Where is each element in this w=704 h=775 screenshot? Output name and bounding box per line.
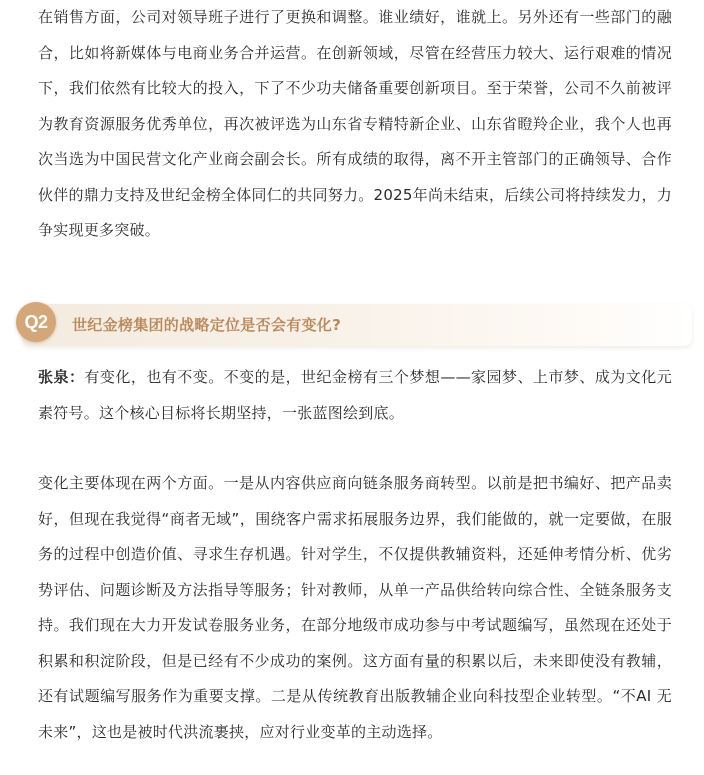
answer-text: 有变化，也有不变。不变的是，世纪金榜有三个梦想——家园梦、上市梦、成为文化元素符号。这个核心目标将长期坚持，一张蓝图绘到底。 (38, 368, 672, 422)
question-header (16, 300, 692, 350)
speaker-name: 张泉： (38, 368, 85, 386)
article-paragraph-sales: 在销售方面，公司对领导班子进行了更换和调整。谁业绩好，谁就上。另外还有一些部门的融合，比如将新媒体与电商业务合并运营。在创新领域，尽管在经营压力较大、运行艰难的情况下，我们依然有比较大的投入，下了不少功夫储备重要创新项目。至于荣誉，公司不久前被评为教育资源服务优秀单位，再次被评选为山东省专精特新企业、山东省瞪羚企业，我个人也再次当选为中国民营文化产业商会副会长。所有成绩的取得，离不开主管部门的正确领导、合作伙伴的鼎力支持及世纪金榜全体同仁的共同努力。2025年尚未结束，后续公司将持续发力，力争实现更多突破。 (38, 8, 672, 239)
answer-paragraph (38, 360, 672, 431)
question-title: 世纪金榜集团的战略定位是否会有变化? (72, 316, 342, 334)
question-number-badge: Q2 (16, 302, 56, 342)
article-paragraph-transformation: 变化主要体现在两个方面。一是从内容供应商向链条服务商转型。以前是把书编好、把产品卖好，但现在我觉得“商者无域”，围绕客户需求拓展服务边界，我们能做的，就一定要做，在服务的过程中创造价值、寻求生存机遇。针对学生，不仅提供教辅资料，还延伸考情分析、优劣势评估、问题诊断及方法指导等服务；针对教师，从单一产品供给转向综合性、全链条服务支持。我们现在大力开发试卷服务业务，在部分地级市成功参与中考试题编写，虽然现在还处于积累和积淀阶段，但是已经有不少成功的案例。这方面有量的积累以后，未来即使没有教辅，还有试题编写服务作为重要支撑。二是从传统教育出版教辅企业向科技型企业转型。“不AI 无未来”，这也是被时代洪流裹挟，应对行业变革的主动选择。 (38, 474, 672, 741)
